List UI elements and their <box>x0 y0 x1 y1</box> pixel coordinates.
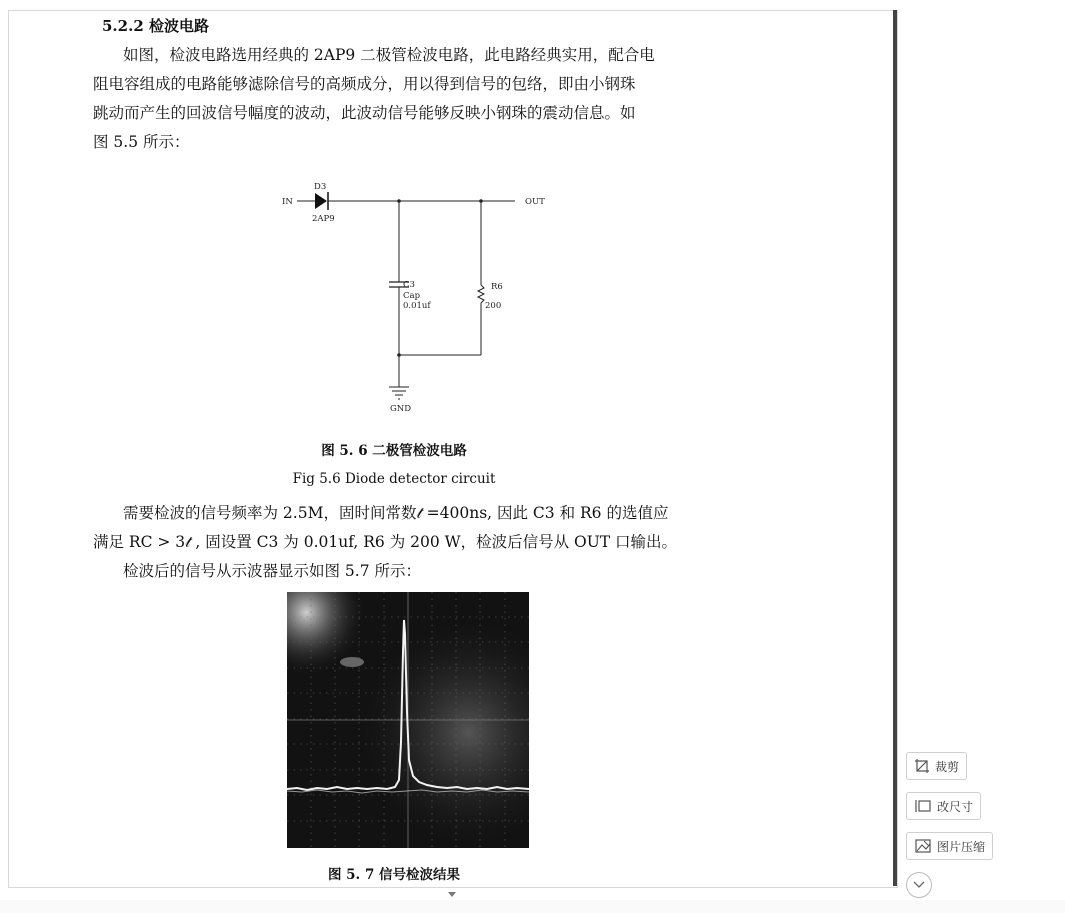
triangle-down-icon <box>448 892 456 897</box>
image-toolbar <box>906 752 993 898</box>
label-c3: C3 <box>403 280 415 290</box>
crop-label: 裁剪 <box>935 759 960 774</box>
resize-label: 改尺寸 <box>937 799 974 814</box>
crop-button[interactable] <box>906 752 967 780</box>
chevron-down-icon <box>913 881 925 889</box>
figure-caption-zh: 图 5. 7 信号检波结果 <box>327 867 461 883</box>
figure-caption-zh: 图 5. 6 二极管检波电路 <box>321 443 467 459</box>
oscilloscope-photo <box>287 592 529 848</box>
resize-button[interactable] <box>906 792 981 820</box>
resistor-symbol <box>478 285 484 303</box>
section-heading: 5.2.2 检波电路 <box>102 17 209 35</box>
diode-symbol <box>315 193 327 209</box>
document-page <box>8 10 898 888</box>
label-r6: R6 <box>491 282 503 292</box>
paragraph-line: 阻电容组成的电路能够滤除信号的高频成分，用以得到信号的包络，即由小钢珠 <box>93 75 636 93</box>
more-options-button[interactable] <box>906 872 932 898</box>
crop-icon <box>914 758 930 774</box>
thumbnail-strip <box>0 900 1065 913</box>
paragraph-line: 如图，检波电路选用经典的 2AP9 二极管检波电路，此电路经典实用，配合电 <box>123 46 655 64</box>
resize-icon <box>914 798 932 814</box>
label-gnd: GND <box>390 404 412 414</box>
image-compress-icon <box>914 838 932 854</box>
compress-image-button[interactable] <box>906 832 993 860</box>
paragraph-2 <box>93 499 693 586</box>
label-d3: D3 <box>314 182 327 192</box>
page-edge <box>893 10 897 886</box>
label-r6-value: 200 <box>485 301 502 311</box>
paragraph-line: 检波后的信号从示波器显示如图 5.7 所示： <box>123 562 422 580</box>
paragraph-line: 需要检波的信号频率为 2.5M，固时间常数𝓉 =400ns, 因此 C3 和 R6 的选值应 <box>123 504 669 522</box>
scroll-down-button[interactable] <box>443 888 461 900</box>
compress-label: 图片压缩 <box>937 839 986 854</box>
figure-caption-en: Fig 5.6 Diode detector circuit <box>292 471 496 487</box>
label-cap-value: 0.01uf <box>403 301 431 311</box>
paragraph-1 <box>93 41 693 157</box>
diode-detector-circuit-diagram <box>275 177 555 417</box>
paragraph-line: 图 5.5 所示： <box>93 133 190 151</box>
paragraph-line: 满足 RC > 3𝓉 , 固设置 C3 为 0.01uf, R6 为 200 W，检波后信号从 OUT 口输出。 <box>93 533 678 551</box>
label-2ap9: 2AP9 <box>312 214 335 224</box>
label-in: IN <box>282 197 293 207</box>
label-out: OUT <box>525 197 545 207</box>
label-cap: Cap <box>403 291 421 301</box>
paragraph-line: 跳动而产生的回波信号幅度的波动，此波动信号能够反映小钢珠的震动信息。如 <box>93 104 636 122</box>
